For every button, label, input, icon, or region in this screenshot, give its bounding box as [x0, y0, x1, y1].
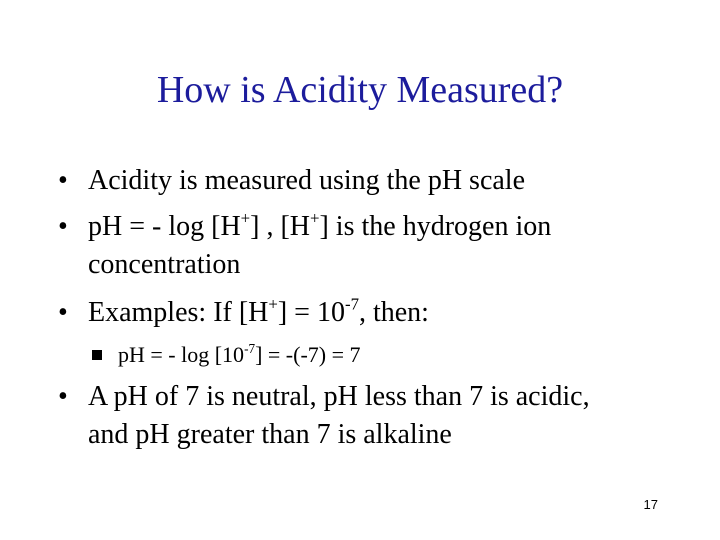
bullet-dot: • [58, 381, 68, 412]
bullet-text: Examples: If $[H^+] = 10^{-7}$, then: [88, 294, 429, 328]
bullet-text: A pH of 7 is neutral, pH less than 7 is acidic, and pH greater than 7 is alkaline [88, 381, 590, 450]
sub-bullet-item-1 [92, 340, 361, 370]
bullet-text: Acidity is measured using the pH scale [88, 165, 526, 196]
bullet-item-3 [58, 294, 648, 332]
bullet-dot: • [58, 211, 68, 242]
page-number: 17 [643, 497, 658, 512]
bullet-item-2 [58, 208, 648, 284]
sub-bullet-text: pH = - $\log [10^{-7}] = -(-7) = 7$ [118, 340, 361, 367]
bullet-text: pH = - log [H+] , [H+] is the hydrogen ion concentration [88, 208, 552, 280]
bullet-dot: • [58, 165, 68, 196]
slide-title: How is Acidity Measured? [156, 69, 564, 111]
bullet-item-1 [58, 162, 648, 200]
square-bullet-icon [92, 350, 102, 360]
bullet-item-4 [58, 378, 608, 454]
bullet-dot: • [58, 297, 68, 328]
